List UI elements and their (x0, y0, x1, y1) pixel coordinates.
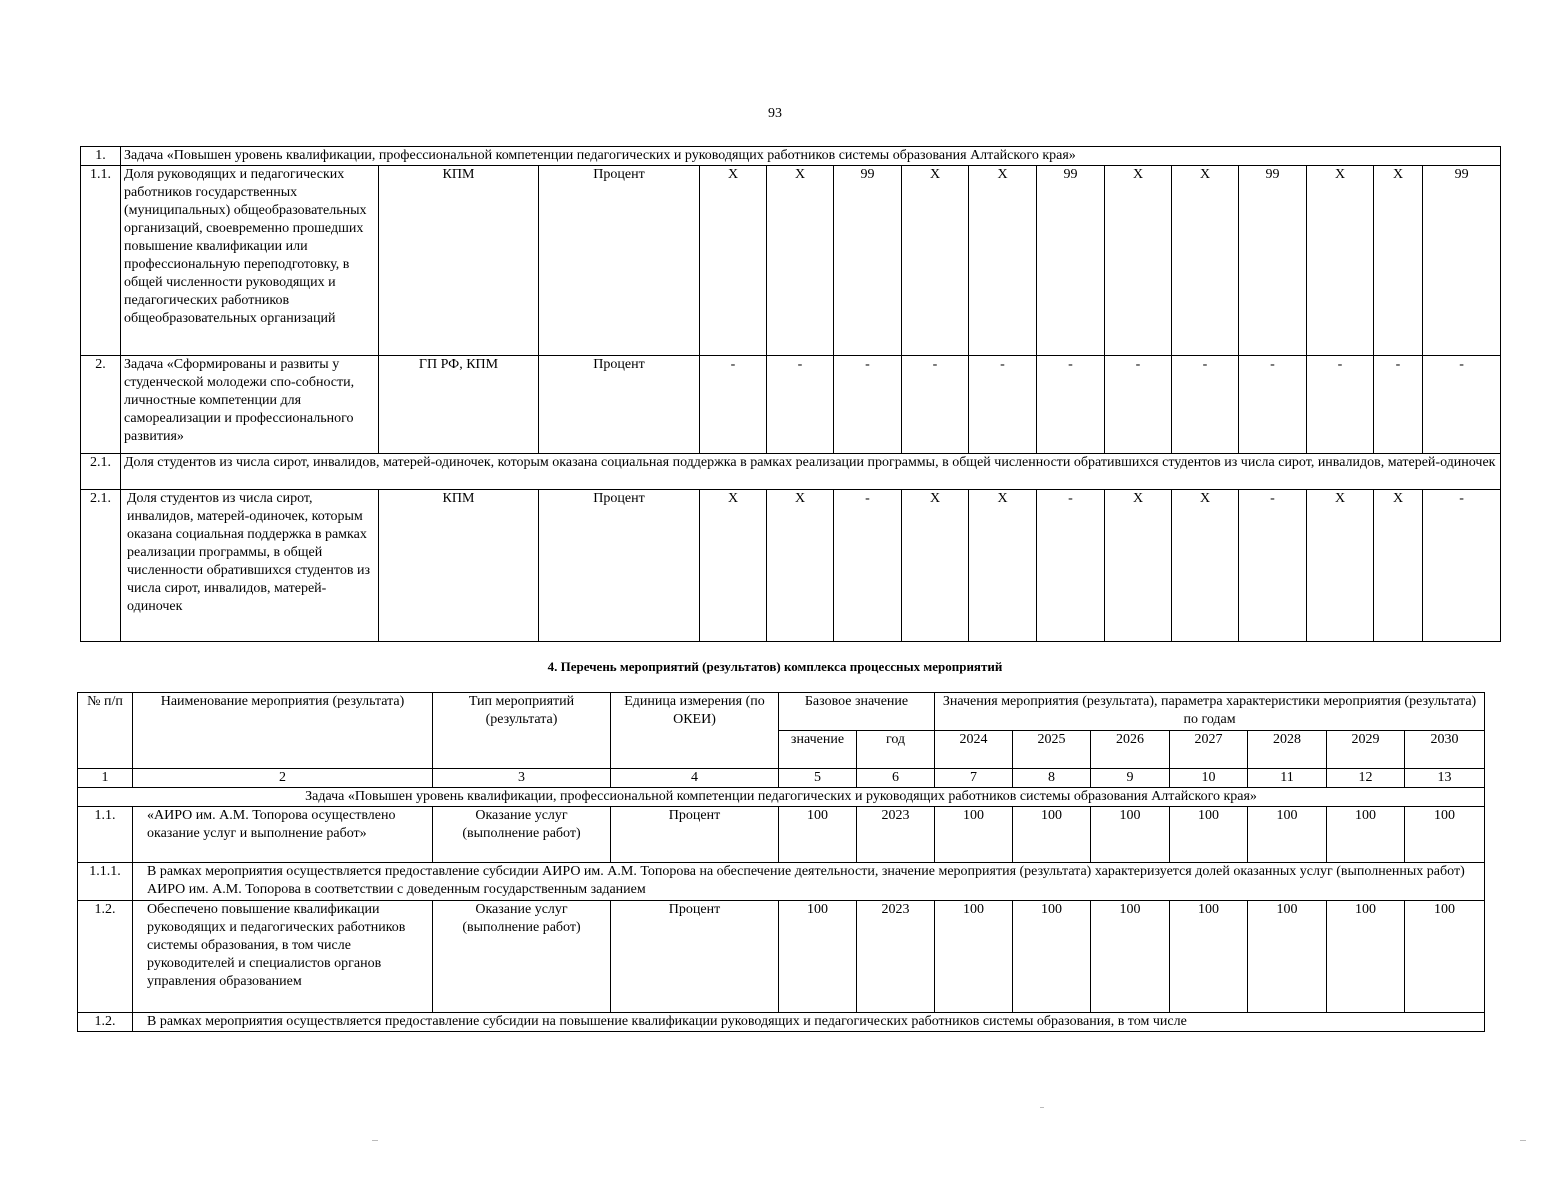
row-number: 2.1. (81, 454, 121, 490)
base-year: 2023 (857, 807, 935, 863)
value-cell: X (1105, 166, 1172, 356)
value-cell: X (1307, 166, 1374, 356)
indicator-unit: Процент (539, 166, 700, 356)
year-value: 100 (935, 807, 1013, 863)
column-number: 7 (935, 769, 1013, 788)
row-number: 1.2. (78, 901, 133, 1013)
column-number: 13 (1405, 769, 1485, 788)
value-cell: - (969, 356, 1037, 454)
indicator-name: Задача «Сформированы и развиты у студенческой молодежи спо-собности, личностные компетенции для самореализации и профессионального развития» (121, 356, 379, 454)
indicator-name: Доля руководящих и педагогических работников государственных (муниципальных) общеобразовательных организаций, своевременно прошедших повышение квалификации или профессиональную переподготовку, в общей численности руководящих и педагогических работников общеобразовательных организаций (121, 166, 379, 356)
value-cell: - (1423, 356, 1501, 454)
scan-artifact (1520, 1140, 1526, 1141)
value-cell: - (834, 490, 902, 642)
year-value: 100 (1248, 901, 1327, 1013)
measure-type: Оказание услуг (выполнение работ) (433, 901, 611, 1013)
header-year: 2024 (935, 731, 1013, 769)
header-type: Тип мероприятий (результата) (433, 693, 611, 769)
header-unit: Единица измерения (по ОКЕИ) (611, 693, 779, 769)
table-row (78, 863, 1485, 901)
value-cell: X (700, 166, 767, 356)
column-number: 11 (1248, 769, 1327, 788)
measure-unit: Процент (611, 901, 779, 1013)
table-row (81, 490, 1501, 642)
value-cell: X (1374, 166, 1423, 356)
column-number: 4 (611, 769, 779, 788)
year-value: 100 (1327, 901, 1405, 1013)
value-cell: - (700, 356, 767, 454)
measure-name: Обеспечено повышение квалификации руководящих и педагогических работников системы образования, в том числе руководителей и специалистов органов управления образованием (133, 901, 433, 1013)
task-title: Задача «Повышен уровень квалификации, профессиональной компетенции педагогических и руководящих работников системы образования Алтайского края» (121, 147, 1501, 166)
value-cell: 99 (1037, 166, 1105, 356)
measure-name: «АИРО им. А.М. Топорова осуществлено оказание услуг и выполнение работ» (133, 807, 433, 863)
value-cell: X (767, 490, 834, 642)
header-year: 2025 (1013, 731, 1091, 769)
table-row (78, 901, 1485, 1013)
indicator-name: Доля студентов из числа сирот, инвалидов, матерей-одиночек, которым оказана социальная поддержка в рамках реализации программы, в общей численности обратившихся студентов из числа сирот, инвалидов, матерей-одиночек (121, 490, 379, 642)
value-cell: X (969, 490, 1037, 642)
indicators-table (80, 146, 1501, 642)
row-number: 1.1. (81, 166, 121, 356)
value-cell: X (902, 166, 969, 356)
row-number: 1. (81, 147, 121, 166)
column-number: 3 (433, 769, 611, 788)
header-num: № п/п (78, 693, 133, 769)
year-value: 100 (1405, 807, 1485, 863)
year-value: 100 (1013, 901, 1091, 1013)
column-number: 6 (857, 769, 935, 788)
scan-artifact (372, 1140, 378, 1141)
value-cell: - (1172, 356, 1239, 454)
header-name: Наименование мероприятия (результата) (133, 693, 433, 769)
year-value: 100 (1091, 807, 1170, 863)
table-row (78, 1013, 1485, 1032)
table-row (81, 147, 1501, 166)
value-cell: - (902, 356, 969, 454)
indicator-type: ГП РФ, КПМ (379, 356, 539, 454)
value-cell: - (1307, 356, 1374, 454)
header-values-by-year: Значения мероприятия (результата), параметра характеристики мероприятия (результата) по годам (935, 693, 1485, 731)
section-title: 4. Перечень мероприятий (результатов) комплекса процессных мероприятий (547, 659, 1003, 674)
table-row (81, 356, 1501, 454)
year-value: 100 (1405, 901, 1485, 1013)
value-cell: 99 (834, 166, 902, 356)
header-year: 2028 (1248, 731, 1327, 769)
table-row (81, 166, 1501, 356)
indicator-unit: Процент (539, 490, 700, 642)
value-cell: - (1423, 490, 1501, 642)
column-number: 5 (779, 769, 857, 788)
value-cell: X (1172, 166, 1239, 356)
value-cell: - (1105, 356, 1172, 454)
value-cell: - (1239, 490, 1307, 642)
task-title: Задача «Повышен уровень квалификации, профессиональной компетенции педагогических и руководящих работников системы образования Алтайского края» (78, 788, 1485, 807)
measure-unit: Процент (611, 807, 779, 863)
value-cell: - (767, 356, 834, 454)
value-cell: - (1374, 356, 1423, 454)
column-number: 12 (1327, 769, 1405, 788)
indicator-type: КПМ (379, 166, 539, 356)
year-value: 100 (1248, 807, 1327, 863)
base-value: 100 (779, 807, 857, 863)
row-number: 1.2. (78, 1013, 133, 1032)
value-cell: X (767, 166, 834, 356)
year-value: 100 (1091, 901, 1170, 1013)
scan-artifact (1040, 1107, 1044, 1108)
header-base: Базовое значение (779, 693, 935, 731)
header-year: 2029 (1327, 731, 1405, 769)
value-cell: X (1172, 490, 1239, 642)
year-value: 100 (935, 901, 1013, 1013)
value-cell: X (1105, 490, 1172, 642)
year-value: 100 (1013, 807, 1091, 863)
column-number: 2 (133, 769, 433, 788)
page-number: 93 (768, 106, 782, 121)
value-cell: - (1239, 356, 1307, 454)
measure-note: В рамках мероприятия осуществляется предоставление субсидии АИРО им. А.М. Топорова на обеспечение деятельности, значение мероприятия (результата) характеризуется долей оказанных услуг (выполненных работ) АИРО им. А.М. Топорова в соответствии с доведенным государственным заданием (133, 863, 1485, 901)
column-number: 1 (78, 769, 133, 788)
table-row (78, 788, 1485, 807)
base-year: 2023 (857, 901, 935, 1013)
value-cell: - (834, 356, 902, 454)
measures-table (77, 692, 1485, 1032)
value-cell: X (902, 490, 969, 642)
header-row (78, 693, 1485, 731)
column-numbers-row (78, 769, 1485, 788)
header-year: 2026 (1091, 731, 1170, 769)
column-number: 10 (1170, 769, 1248, 788)
value-cell: - (1037, 356, 1105, 454)
year-value: 100 (1327, 807, 1405, 863)
value-cell: 99 (1423, 166, 1501, 356)
row-number: 1.1.1. (78, 863, 133, 901)
table-row (78, 807, 1485, 863)
row-number: 1.1. (78, 807, 133, 863)
measure-note: В рамках мероприятия осуществляется предоставление субсидии на повышение квалификации руководящих и педагогических работников системы образования, в том числе (133, 1013, 1485, 1032)
table-row (81, 454, 1501, 490)
base-value: 100 (779, 901, 857, 1013)
header-base-year: год (857, 731, 935, 769)
header-year: 2027 (1170, 731, 1248, 769)
header-base-value: значение (779, 731, 857, 769)
indicator-unit: Процент (539, 356, 700, 454)
row-number: 2. (81, 356, 121, 454)
value-cell: X (1307, 490, 1374, 642)
value-cell: X (969, 166, 1037, 356)
column-number: 8 (1013, 769, 1091, 788)
indicator-type: КПМ (379, 490, 539, 642)
row-number: 2.1. (81, 490, 121, 642)
value-cell: X (1374, 490, 1423, 642)
value-cell: X (700, 490, 767, 642)
header-year: 2030 (1405, 731, 1485, 769)
year-value: 100 (1170, 807, 1248, 863)
value-cell: 99 (1239, 166, 1307, 356)
column-number: 9 (1091, 769, 1170, 788)
year-value: 100 (1170, 901, 1248, 1013)
measure-type: Оказание услуг (выполнение работ) (433, 807, 611, 863)
value-cell: - (1037, 490, 1105, 642)
indicator-group-title: Доля студентов из числа сирот, инвалидов, матерей-одиночек, которым оказана социальная поддержка в рамках реализации программы, в общей численности обратившихся студентов из числа сирот, инвалидов, матерей-одиночек (121, 454, 1501, 490)
